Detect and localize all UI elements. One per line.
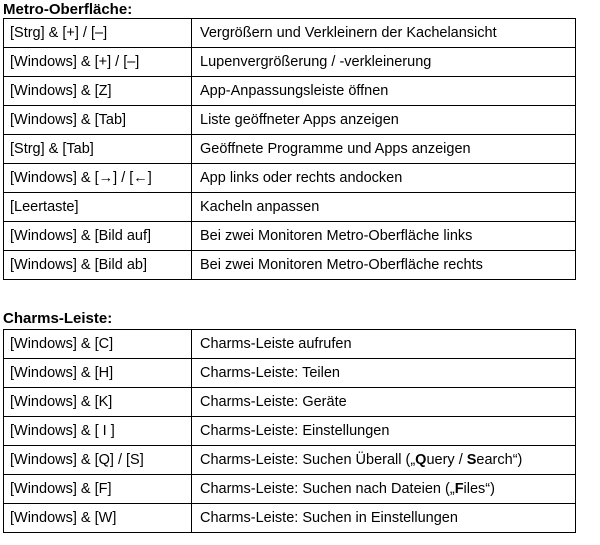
- shortcut-keys: [Windows] & [W]: [4, 504, 192, 533]
- shortcut-keys: [Windows] & [+] / [–]: [4, 48, 192, 77]
- shortcut-description: [192, 446, 576, 475]
- shortcut-description: Charms-Leiste: Suchen in Einstellungen: [192, 504, 576, 533]
- table-row: [4, 193, 576, 222]
- charms-shortcut-table: [3, 329, 576, 533]
- shortcut-keys: [Windows] & [F]: [4, 475, 192, 504]
- table-row: [4, 504, 576, 533]
- table-row: [4, 164, 576, 193]
- table-row: [4, 359, 576, 388]
- table-row: [4, 475, 576, 504]
- shortcut-description: Vergrößern und Verkleinern der Kachelansicht: [192, 19, 576, 48]
- table-row: [4, 48, 576, 77]
- keyword-letter: F: [454, 481, 464, 497]
- table-row: [4, 417, 576, 446]
- shortcut-keys: [Windows] & [K]: [4, 388, 192, 417]
- shortcut-keys: [Leertaste]: [4, 193, 192, 222]
- description-text: Charms-Leiste: Suchen nach Dateien („: [200, 481, 455, 497]
- shortcut-description: Geöffnete Programme und Apps anzeigen: [192, 135, 576, 164]
- description-text: Charms-Leiste: Suchen Überall („: [200, 452, 416, 468]
- shortcut-description: Bei zwei Monitoren Metro-Oberfläche rechts: [192, 251, 576, 280]
- table-row: [4, 388, 576, 417]
- table-row: [4, 446, 576, 475]
- shortcut-keys: [Strg] & [Tab]: [4, 135, 192, 164]
- shortcut-keys: [Windows] & [Bild auf]: [4, 222, 192, 251]
- shortcut-keys: [Windows] & [Bild ab]: [4, 251, 192, 280]
- shortcut-keys: [Windows] & [→] / [←]: [4, 164, 192, 193]
- shortcut-description: Charms-Leiste aufrufen: [192, 330, 576, 359]
- table-row: [4, 19, 576, 48]
- shortcut-keys: [Windows] & [C]: [4, 330, 192, 359]
- shortcut-description: Bei zwei Monitoren Metro-Oberfläche links: [192, 222, 576, 251]
- shortcut-description: App links oder rechts andocken: [192, 164, 576, 193]
- table-row: [4, 106, 576, 135]
- shortcut-description: Liste geöffneter Apps anzeigen: [192, 106, 576, 135]
- keyword-letter: Q: [415, 452, 427, 468]
- table-row: [4, 330, 576, 359]
- shortcut-keys: [Windows] & [Q] / [S]: [4, 446, 192, 475]
- shortcut-description: Charms-Leiste: Teilen: [192, 359, 576, 388]
- shortcut-description: Charms-Leiste: Geräte: [192, 388, 576, 417]
- table-row: [4, 251, 576, 280]
- table-row: [4, 77, 576, 106]
- shortcut-keys: [Windows] & [Tab]: [4, 106, 192, 135]
- shortcut-keys: [Windows] & [ I ]: [4, 417, 192, 446]
- shortcut-description: Charms-Leiste: Einstellungen: [192, 417, 576, 446]
- description-text: earch“): [476, 452, 523, 468]
- charms-section-title: Charms-Leiste:: [3, 310, 113, 327]
- table-row: [4, 135, 576, 164]
- metro-shortcut-table: [3, 18, 576, 280]
- shortcut-keys: [Strg] & [+] / [–]: [4, 19, 192, 48]
- table-row: [4, 222, 576, 251]
- description-text: uery /: [426, 452, 467, 468]
- shortcut-description: Lupenvergrößerung / -verkleinerung: [192, 48, 576, 77]
- metro-section-title: Metro-Oberfläche:: [3, 1, 133, 18]
- shortcut-keys: [Windows] & [Z]: [4, 77, 192, 106]
- keyword-letter: S: [466, 452, 477, 468]
- description-text: iles“): [463, 481, 495, 497]
- shortcut-keys: [Windows] & [H]: [4, 359, 192, 388]
- shortcut-description: Kacheln anpassen: [192, 193, 576, 222]
- shortcut-description: [192, 475, 576, 504]
- shortcut-description: App-Anpassungsleiste öffnen: [192, 77, 576, 106]
